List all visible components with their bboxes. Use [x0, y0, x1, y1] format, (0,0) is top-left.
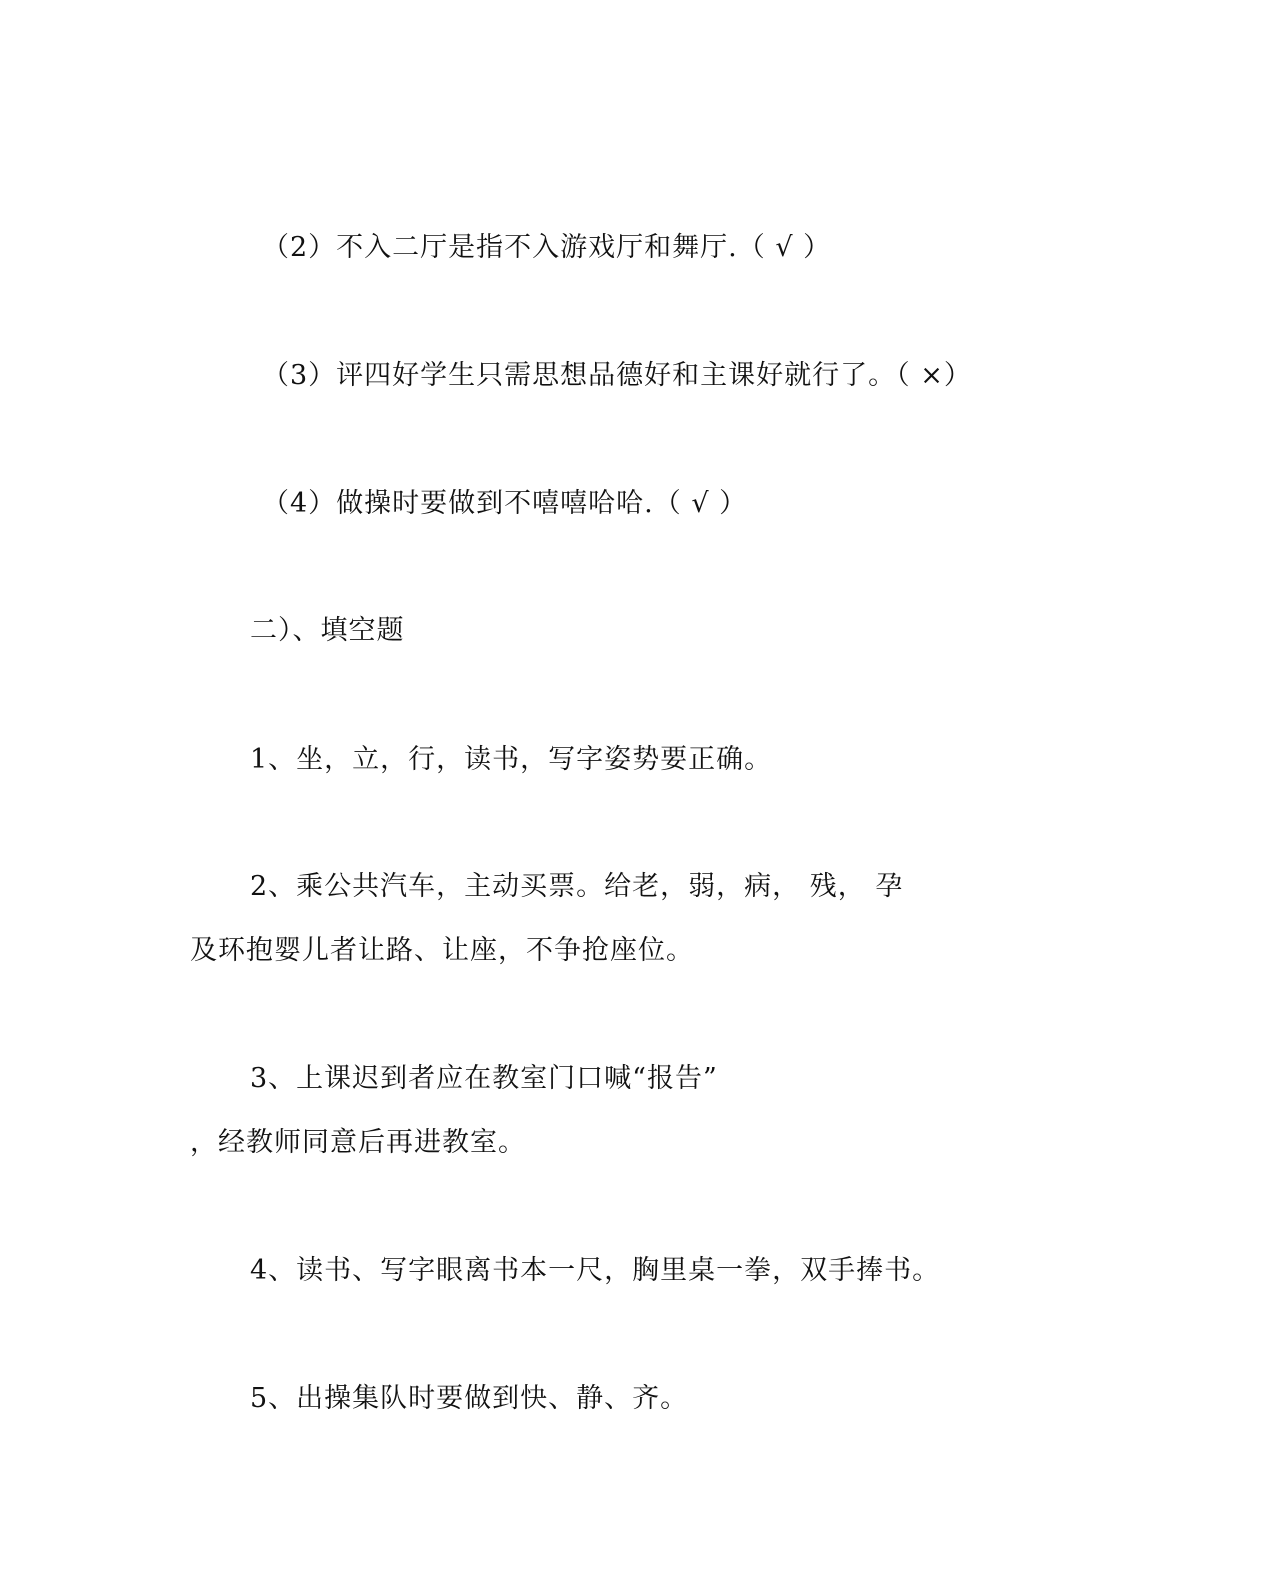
- true-false-item-3: （3）评四好学生只需思想品德好和主课好就行了。（ ×）: [262, 360, 972, 391]
- fill-in-item-3: 3、上课迟到者应在教室门口喊“报告”: [250, 1063, 718, 1094]
- true-false-item-2: （2）不入二厅是指不入游戏厅和舞厅.（ √ ）: [262, 232, 832, 263]
- fill-in-item-2: 2、乘公共汽车，主动买票。给老，弱，病， 残， 孕: [250, 871, 904, 902]
- section-heading-fill-in-blank: 二）、填空题: [250, 615, 405, 646]
- fill-in-item-2-continued: 及环抱婴儿者让路、让座，不争抢座位。: [190, 935, 694, 966]
- fill-in-item-4: 4、读书、写字眼离书本一尺，胸里桌一拳，双手捧书。: [250, 1255, 941, 1286]
- fill-in-item-1: 1、坐，立，行，读书，写字姿势要正确。: [250, 744, 773, 775]
- fill-in-item-3-continued: ，经教师同意后再进教室。: [190, 1127, 526, 1158]
- true-false-item-4: （4）做操时要做到不嘻嘻哈哈.（ √ ）: [262, 488, 748, 519]
- fill-in-item-5: 5、出操集队时要做到快、静、齐。: [250, 1383, 689, 1414]
